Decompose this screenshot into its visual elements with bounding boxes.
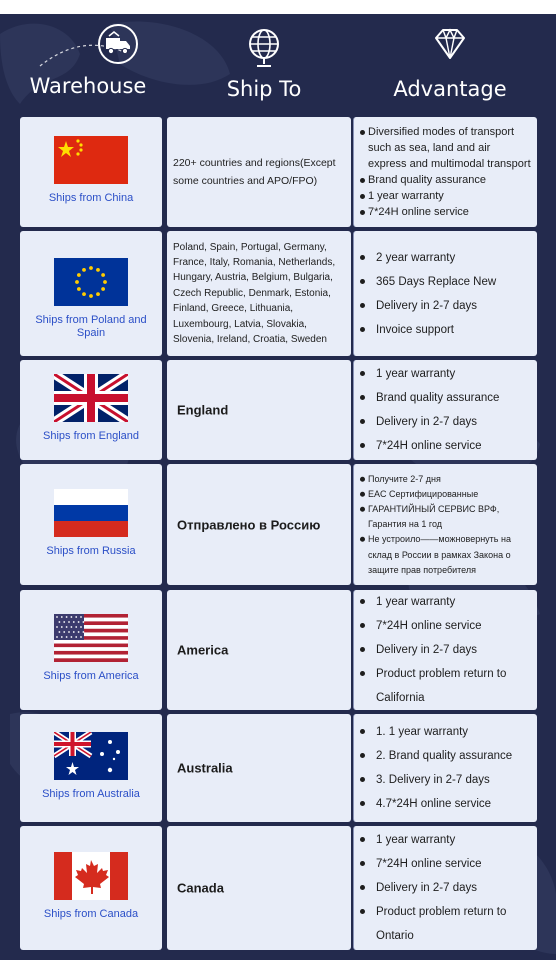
warehouse-cell: [20, 231, 162, 356]
ship-to-cell: [167, 117, 351, 227]
advantage-cell: [353, 360, 537, 460]
advantage-item: [360, 768, 531, 792]
advantage-text: Product problem return to California: [376, 668, 507, 704]
advantage-item: [360, 900, 531, 948]
bullet-icon: [360, 623, 365, 628]
advantage-item: [360, 246, 531, 270]
ship-to-country: England: [177, 402, 229, 418]
advantage-item: [360, 614, 531, 638]
advantage-cell: [353, 826, 537, 950]
warehouse-cell: [20, 590, 162, 710]
advantage-item: [360, 410, 531, 434]
advantage-text: Delivery in 2-7 days: [376, 299, 477, 312]
bullet-icon: [360, 837, 365, 842]
advantage-item: [360, 876, 531, 900]
advantage-item: [360, 294, 531, 318]
warehouse-label: Ships from Russia: [46, 545, 136, 557]
ship-to-cell: [167, 360, 351, 460]
warehouse-label: Ships from Australia: [42, 788, 140, 800]
ship-to-cell: [167, 826, 351, 950]
advantage-text: 1 year warranty: [376, 368, 456, 380]
advantage-text: EAC Сертифицированные: [368, 488, 479, 499]
bullet-icon: [360, 671, 365, 676]
advantage-cell: [353, 714, 537, 822]
advantage-text: Delivery in 2-7 days: [376, 416, 477, 428]
advantage-item: [360, 532, 531, 578]
bullet-icon: [360, 178, 365, 183]
advantage-text: 365 Days Replace New: [376, 275, 497, 288]
russia-flag-icon: [54, 489, 128, 537]
advantage-text: Invoice support: [376, 323, 454, 336]
ship-to-cell: [167, 464, 351, 585]
advantage-item: [360, 172, 531, 188]
advantage-text: 3. Delivery in 2-7 days: [376, 774, 490, 786]
australia-flag-icon: [54, 732, 128, 780]
eu-flag-icon: [54, 258, 128, 306]
advantage-text: Не устроило——можновернуть на склад в России в рамках Закона о защите прав потребителя: [368, 534, 511, 575]
advantage-text: Brand quality assurance: [376, 392, 500, 404]
advantage-text: Delivery in 2-7 days: [376, 644, 477, 656]
ship-to-cell: [167, 714, 351, 822]
bullet-icon: [360, 371, 365, 376]
advantage-item: [360, 792, 531, 816]
ship-to-country: Canada: [177, 880, 224, 896]
advantage-item: [360, 720, 531, 744]
advantage-text: 2. Brand quality assurance: [376, 750, 513, 762]
advantage-cell: [353, 231, 537, 356]
ship-to-country: America: [177, 642, 229, 658]
warehouse-cell: [20, 464, 162, 585]
ship-to-country: Отправлено в Россию: [177, 517, 321, 532]
bullet-icon: [360, 729, 365, 734]
advantage-text: 1 year warranty: [376, 596, 456, 608]
warehouse-cell: [20, 714, 162, 822]
bullet-icon: [360, 861, 365, 866]
bullet-icon: [360, 753, 365, 758]
advantage-text: Brand quality assurance: [368, 174, 487, 186]
advantage-item: [360, 486, 531, 501]
advantage-text: Diversified modes of transport such as sea, land and air express and multimodal transport: [368, 126, 531, 170]
warehouse-cell: [20, 117, 162, 227]
warehouse-label: Ships from England: [43, 430, 139, 442]
ship-to-region-list: 220+ countries and regions(Except some countries and APO/FPO): [173, 157, 336, 187]
advantage-item: [360, 188, 531, 204]
canada-flag-icon: [54, 852, 128, 900]
advantage-item: [360, 270, 531, 294]
advantage-item: [360, 744, 531, 768]
warehouse-cell: [20, 360, 162, 460]
bullet-icon: [360, 279, 365, 284]
advantage-text: 4.7*24H online service: [376, 798, 492, 810]
ship-to-header: [176, 14, 352, 122]
advantage-text: 1 year warranty: [376, 834, 456, 846]
advantage-text: Получите 2-7 дня: [368, 473, 441, 484]
advantage-cell: [353, 590, 537, 710]
advantage-text: 7*24H online service: [376, 858, 482, 870]
advantage-text: Delivery in 2-7 days: [376, 882, 477, 894]
usa-flag-icon: [54, 614, 128, 662]
advantage-item: [360, 662, 531, 710]
bullet-icon: [360, 419, 365, 424]
bullet-icon: [360, 476, 365, 481]
bullet-icon: [360, 801, 365, 806]
advantage-text: 1 year warranty: [368, 190, 444, 202]
advantage-item: [360, 124, 531, 172]
advantage-item: [360, 386, 531, 410]
ship-to-header-label: Ship To: [226, 77, 302, 101]
advantage-text: 7*24H online service: [376, 440, 482, 452]
truck-icon: [96, 22, 140, 71]
bullet-icon: [360, 507, 365, 512]
advantage-item: [360, 434, 531, 458]
warehouse-label: Ships from Poland and Spain: [35, 314, 147, 339]
advantage-item: [360, 828, 531, 852]
shipping-info-panel: [0, 14, 556, 960]
bullet-icon: [360, 599, 365, 604]
bullet-icon: [360, 443, 365, 448]
warehouse-header: [0, 14, 176, 122]
advantage-item: [360, 638, 531, 662]
warehouse-label: Ships from America: [43, 670, 139, 682]
china-flag-icon: [54, 136, 128, 184]
advantage-text: ГАРАНТИЙНЫЙ СЕРВИС ВРФ, Гарантия на 1 год: [368, 503, 500, 529]
advantage-item: [360, 471, 531, 486]
bullet-icon: [360, 327, 365, 332]
advantage-text: 7*24H online service: [368, 206, 469, 218]
warehouse-header-label: Warehouse: [29, 74, 147, 98]
ship-to-region-list: Poland, Spain, Portugal, Germany, France, Italy, Romania, Netherlands, Hungary, Austria, Belgium, Bulgaria, Czech Republic, Denmark, Estonia, Finland, Greece, Lithuania, Luxembourg, Latvia, Slovakia, Slovenia, Ireland, Croatia, Sweden: [173, 241, 336, 346]
advantage-cell: [353, 117, 537, 227]
advantage-text: Product problem return to Ontario: [376, 906, 507, 942]
bullet-icon: [360, 210, 365, 215]
warehouse-label: Ships from China: [48, 192, 134, 204]
advantage-text: 2 year warranty: [376, 251, 456, 264]
uk-flag-icon: [54, 374, 128, 422]
ship-to-country: Australia: [177, 760, 233, 776]
advantage-item: [360, 318, 531, 342]
advantage-item: [360, 362, 531, 386]
globe-icon: [245, 26, 283, 73]
advantage-text: 7*24H online service: [376, 620, 482, 632]
advantage-item: [360, 204, 531, 220]
advantage-item: [360, 590, 531, 614]
advantage-text: 1. 1 year warranty: [376, 726, 469, 738]
bullet-icon: [360, 777, 365, 782]
ship-to-cell: [167, 231, 351, 356]
advantage-cell: [353, 464, 537, 585]
bullet-icon: [360, 255, 365, 260]
bullet-icon: [360, 909, 365, 914]
advantage-header-label: Advantage: [393, 77, 507, 101]
bullet-icon: [360, 194, 365, 199]
diamond-icon: [432, 26, 468, 67]
ship-to-cell: [167, 590, 351, 710]
advantage-item: [360, 502, 531, 532]
bullet-icon: [360, 395, 365, 400]
bullet-icon: [360, 303, 365, 308]
advantage-item: [360, 852, 531, 876]
bullet-icon: [360, 130, 365, 135]
bullet-icon: [360, 885, 365, 890]
bullet-icon: [360, 537, 365, 542]
bullet-icon: [360, 491, 365, 496]
bullet-icon: [360, 647, 365, 652]
advantage-header: [352, 14, 548, 122]
warehouse-cell: [20, 826, 162, 950]
warehouse-label: Ships from Canada: [43, 908, 139, 920]
